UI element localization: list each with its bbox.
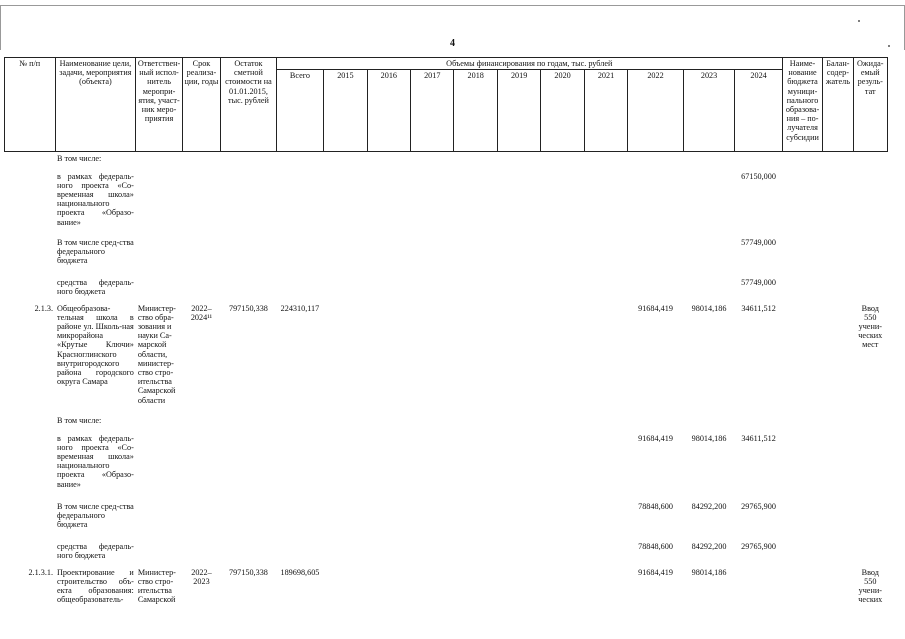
row-2016 [367,500,410,540]
row-2021 [584,540,627,566]
header-year-2021: 2021 [584,70,627,152]
header-year-2019: 2019 [497,70,540,152]
table-row [5,414,888,432]
row-result: Ввод 550 учени-ческих мест [858,303,883,350]
row-2015 [324,236,367,276]
row-num: 2.1.3.1. [28,567,53,577]
row-holder [823,432,853,500]
header-year-2017: 2017 [411,70,454,152]
row-remainder [221,414,277,432]
row-2015 [324,170,367,236]
row-name: В том числе: [57,415,102,425]
row-2017 [411,500,454,540]
row-2021 [584,500,627,540]
table-body [5,152,888,626]
row-budget [782,500,822,540]
row-2019 [497,414,540,432]
row-result: Ввод 550 учени-ческих [858,567,883,605]
row-2016 [367,540,410,566]
row-budget [782,566,822,626]
row-remainder [221,540,277,566]
row-2023 [683,236,735,276]
row-2021 [584,170,627,236]
row-total [276,540,323,566]
row-2024 [735,566,783,626]
row-2023: 98014,186 [691,567,727,577]
row-responsible [136,276,182,302]
row-2021 [584,152,627,170]
row-2021 [584,432,627,500]
row-budget [782,540,822,566]
row-2015 [324,152,367,170]
row-2018 [454,236,497,276]
row-2019 [497,152,540,170]
row-2017 [411,302,454,414]
header-year-2018: 2018 [454,70,497,152]
row-remainder [221,500,277,540]
row-term [182,500,220,540]
row-num: 2.1.3. [34,303,53,313]
row-term: 2022–2024¹¹ [190,303,213,322]
row-responsible: Министер-ство стро-ительства Самарской [137,567,176,605]
header-funding-group: Объемы финансирования по годам, тыс. рублей [276,58,782,70]
header-year-2022: 2022 [628,70,684,152]
row-2020 [541,276,584,302]
row-2015 [324,540,367,566]
row-holder [823,236,853,276]
row-responsible [136,432,182,500]
row-budget [782,432,822,500]
row-responsible [136,170,182,236]
row-2020 [541,170,584,236]
row-2024: 34611,512 [741,433,776,443]
row-2017 [411,432,454,500]
row-2020 [541,500,584,540]
row-num [5,500,56,540]
row-total: 224310,117 [280,303,320,313]
row-total: 189698,605 [280,567,320,577]
row-2016 [367,276,410,302]
top-border-line [0,5,905,6]
row-name: средства федераль-ного бюджета [57,541,134,560]
table-row [5,236,888,276]
row-term [182,170,220,236]
row-2017 [411,170,454,236]
row-2018 [454,414,497,432]
row-2021 [584,236,627,276]
table-row [5,432,888,500]
row-remainder: 797150,338 [228,303,268,313]
row-2020 [541,236,584,276]
row-2018 [454,566,497,626]
row-2024: 29765,900 [741,541,776,551]
row-2017 [411,152,454,170]
row-result [853,540,887,566]
row-2024: 57749,000 [741,277,776,287]
row-2017 [411,414,454,432]
row-total [276,236,323,276]
row-name: В том числе сред-ства федерального бюджета [57,237,134,266]
row-2019 [497,276,540,302]
row-term [182,236,220,276]
table-row [5,566,888,626]
funding-table [4,57,888,626]
row-2015 [324,566,367,626]
row-2024: 34611,512 [741,303,776,313]
row-name: в рамках федераль-ного проекта «Со-временная школа» национального проекта «Образо-вание» [57,171,134,227]
row-2022: 91684,419 [638,303,673,313]
row-result [853,432,887,500]
row-2024 [735,152,783,170]
row-total [276,170,323,236]
row-holder [823,170,853,236]
row-2021 [584,276,627,302]
row-term [182,276,220,302]
row-term: 2022–2023 [191,567,212,586]
row-2021 [584,302,627,414]
row-num [5,236,56,276]
row-2021 [584,414,627,432]
row-2024: 67150,000 [741,171,776,181]
row-budget [782,414,822,432]
row-2022: 78848,600 [638,501,673,511]
row-2020 [541,540,584,566]
header-year-2023: 2023 [683,70,735,152]
row-2018 [454,152,497,170]
row-term [182,432,220,500]
row-2018 [454,432,497,500]
row-2016 [367,152,410,170]
row-2023: 98014,186 [691,433,727,443]
row-term [182,414,220,432]
row-budget [782,236,822,276]
header-row-1 [5,58,888,70]
row-2020 [541,302,584,414]
header-num: № п/п [5,58,56,152]
row-holder [823,152,853,170]
table-row [5,302,888,414]
row-holder [823,414,853,432]
row-name: средства федераль-ного бюджета [57,277,134,296]
row-2019 [497,236,540,276]
row-budget [782,170,822,236]
row-result [853,152,887,170]
row-2015 [324,432,367,500]
row-name: В том числе: [57,154,102,164]
header-name: Наименование цели, задачи, мероприятия (объекта) [55,58,136,152]
row-holder [823,302,853,414]
row-2016 [367,432,410,500]
row-total [276,414,323,432]
row-2022 [628,414,684,432]
row-num [5,414,56,432]
row-2015 [324,276,367,302]
row-num [5,170,56,236]
row-num [5,432,56,500]
row-2022 [628,170,684,236]
row-name: В том числе сред-ства федерального бюджета [57,501,134,530]
row-2018 [454,540,497,566]
row-holder [823,540,853,566]
left-border-line [0,5,1,50]
row-2023: 84292,200 [691,541,727,551]
row-2020 [541,152,584,170]
row-2020 [541,566,584,626]
row-2019 [497,540,540,566]
row-2016 [367,566,410,626]
row-2015 [324,500,367,540]
row-2019 [497,302,540,414]
row-budget [782,302,822,414]
row-2017 [411,540,454,566]
row-2022 [628,152,684,170]
row-2024 [735,414,783,432]
row-result [853,236,887,276]
row-result [853,500,887,540]
table-row [5,500,888,540]
row-remainder [221,432,277,500]
table-row [5,276,888,302]
row-2024: 29765,900 [741,501,776,511]
header-year-2016: 2016 [367,70,410,152]
header-remainder: Остаток сметной стоимости на 01.01.2015, тыс. рублей [221,58,277,152]
row-2019 [497,432,540,500]
row-term [182,540,220,566]
row-budget [782,276,822,302]
row-2023: 98014,186 [691,303,727,313]
row-responsible [136,236,182,276]
row-result [853,276,887,302]
row-2019 [497,170,540,236]
row-name: Общеобразова-тельная школа в районе ул. Школь-ная микрорайона «Крутые Ключи» Красноглинского внутригородского района городского округа Самара [57,303,134,387]
row-num [5,276,56,302]
row-2023 [683,152,735,170]
row-name: Проектирование и строительство объ-екта образования: общеобразователь- [57,567,134,605]
header-result: Ожида-емый резуль-тат [853,58,887,152]
row-2018 [454,276,497,302]
row-num [5,540,56,566]
page-number: 4 [450,38,455,49]
row-2017 [411,276,454,302]
header-year-2024: 2024 [735,70,783,152]
table-row [5,170,888,236]
row-remainder: 797150,338 [228,567,268,577]
row-total [276,500,323,540]
row-result [853,170,887,236]
table-row [5,540,888,566]
header-year-2020: 2020 [541,70,584,152]
row-num [5,152,56,170]
row-2022: 91684,419 [638,567,673,577]
row-2022 [628,276,684,302]
header-term: Срок реализа-ции, годы [182,58,220,152]
row-2016 [367,236,410,276]
row-2016 [367,170,410,236]
row-responsible: Министер-ство обра-зования и науки Са-марской области, министер-ство стро-ительства Самарской области [137,303,176,405]
row-2017 [411,236,454,276]
row-total [276,432,323,500]
row-2022: 91684,419 [638,433,673,443]
row-2022 [628,236,684,276]
row-2021 [584,566,627,626]
row-total [276,152,323,170]
row-holder [823,500,853,540]
row-2019 [497,566,540,626]
row-2023 [683,276,735,302]
row-2016 [367,414,410,432]
row-2024: 57749,000 [741,237,776,247]
row-2018 [454,170,497,236]
row-2022: 78848,600 [638,541,673,551]
row-responsible [136,540,182,566]
header-year-2015: 2015 [324,70,367,152]
header-responsible: Ответствен-ный испол-нитель меропри-ятия, участ-ник меро-приятия [136,58,182,152]
row-holder [823,276,853,302]
row-result [853,414,887,432]
row-2017 [411,566,454,626]
header-holder: Балан-содер-жатель [823,58,853,152]
row-total [276,276,323,302]
row-remainder [221,152,277,170]
row-remainder [221,170,277,236]
row-2023: 84292,200 [691,501,727,511]
table-row [5,152,888,170]
scan-speck [888,45,890,47]
row-2019 [497,500,540,540]
row-responsible [136,152,182,170]
row-term [182,152,220,170]
row-2023 [683,170,735,236]
row-2015 [324,302,367,414]
header-total: Всего [276,70,323,152]
row-2018 [454,302,497,414]
row-responsible [136,414,182,432]
row-2023 [683,414,735,432]
row-2018 [454,500,497,540]
row-2016 [367,302,410,414]
scan-speck [858,20,860,22]
row-2015 [324,414,367,432]
row-budget [782,152,822,170]
row-remainder [221,236,277,276]
row-holder [823,566,853,626]
row-remainder [221,276,277,302]
row-responsible [136,500,182,540]
row-2020 [541,414,584,432]
row-name: в рамках федераль-ного проекта «Со-временная школа» национального проекта «Образо-вание» [57,433,134,489]
row-2020 [541,432,584,500]
header-budget: Наиме-нование бюджета муници-пального образова-ния – по-лучателя субсидии [782,58,822,152]
